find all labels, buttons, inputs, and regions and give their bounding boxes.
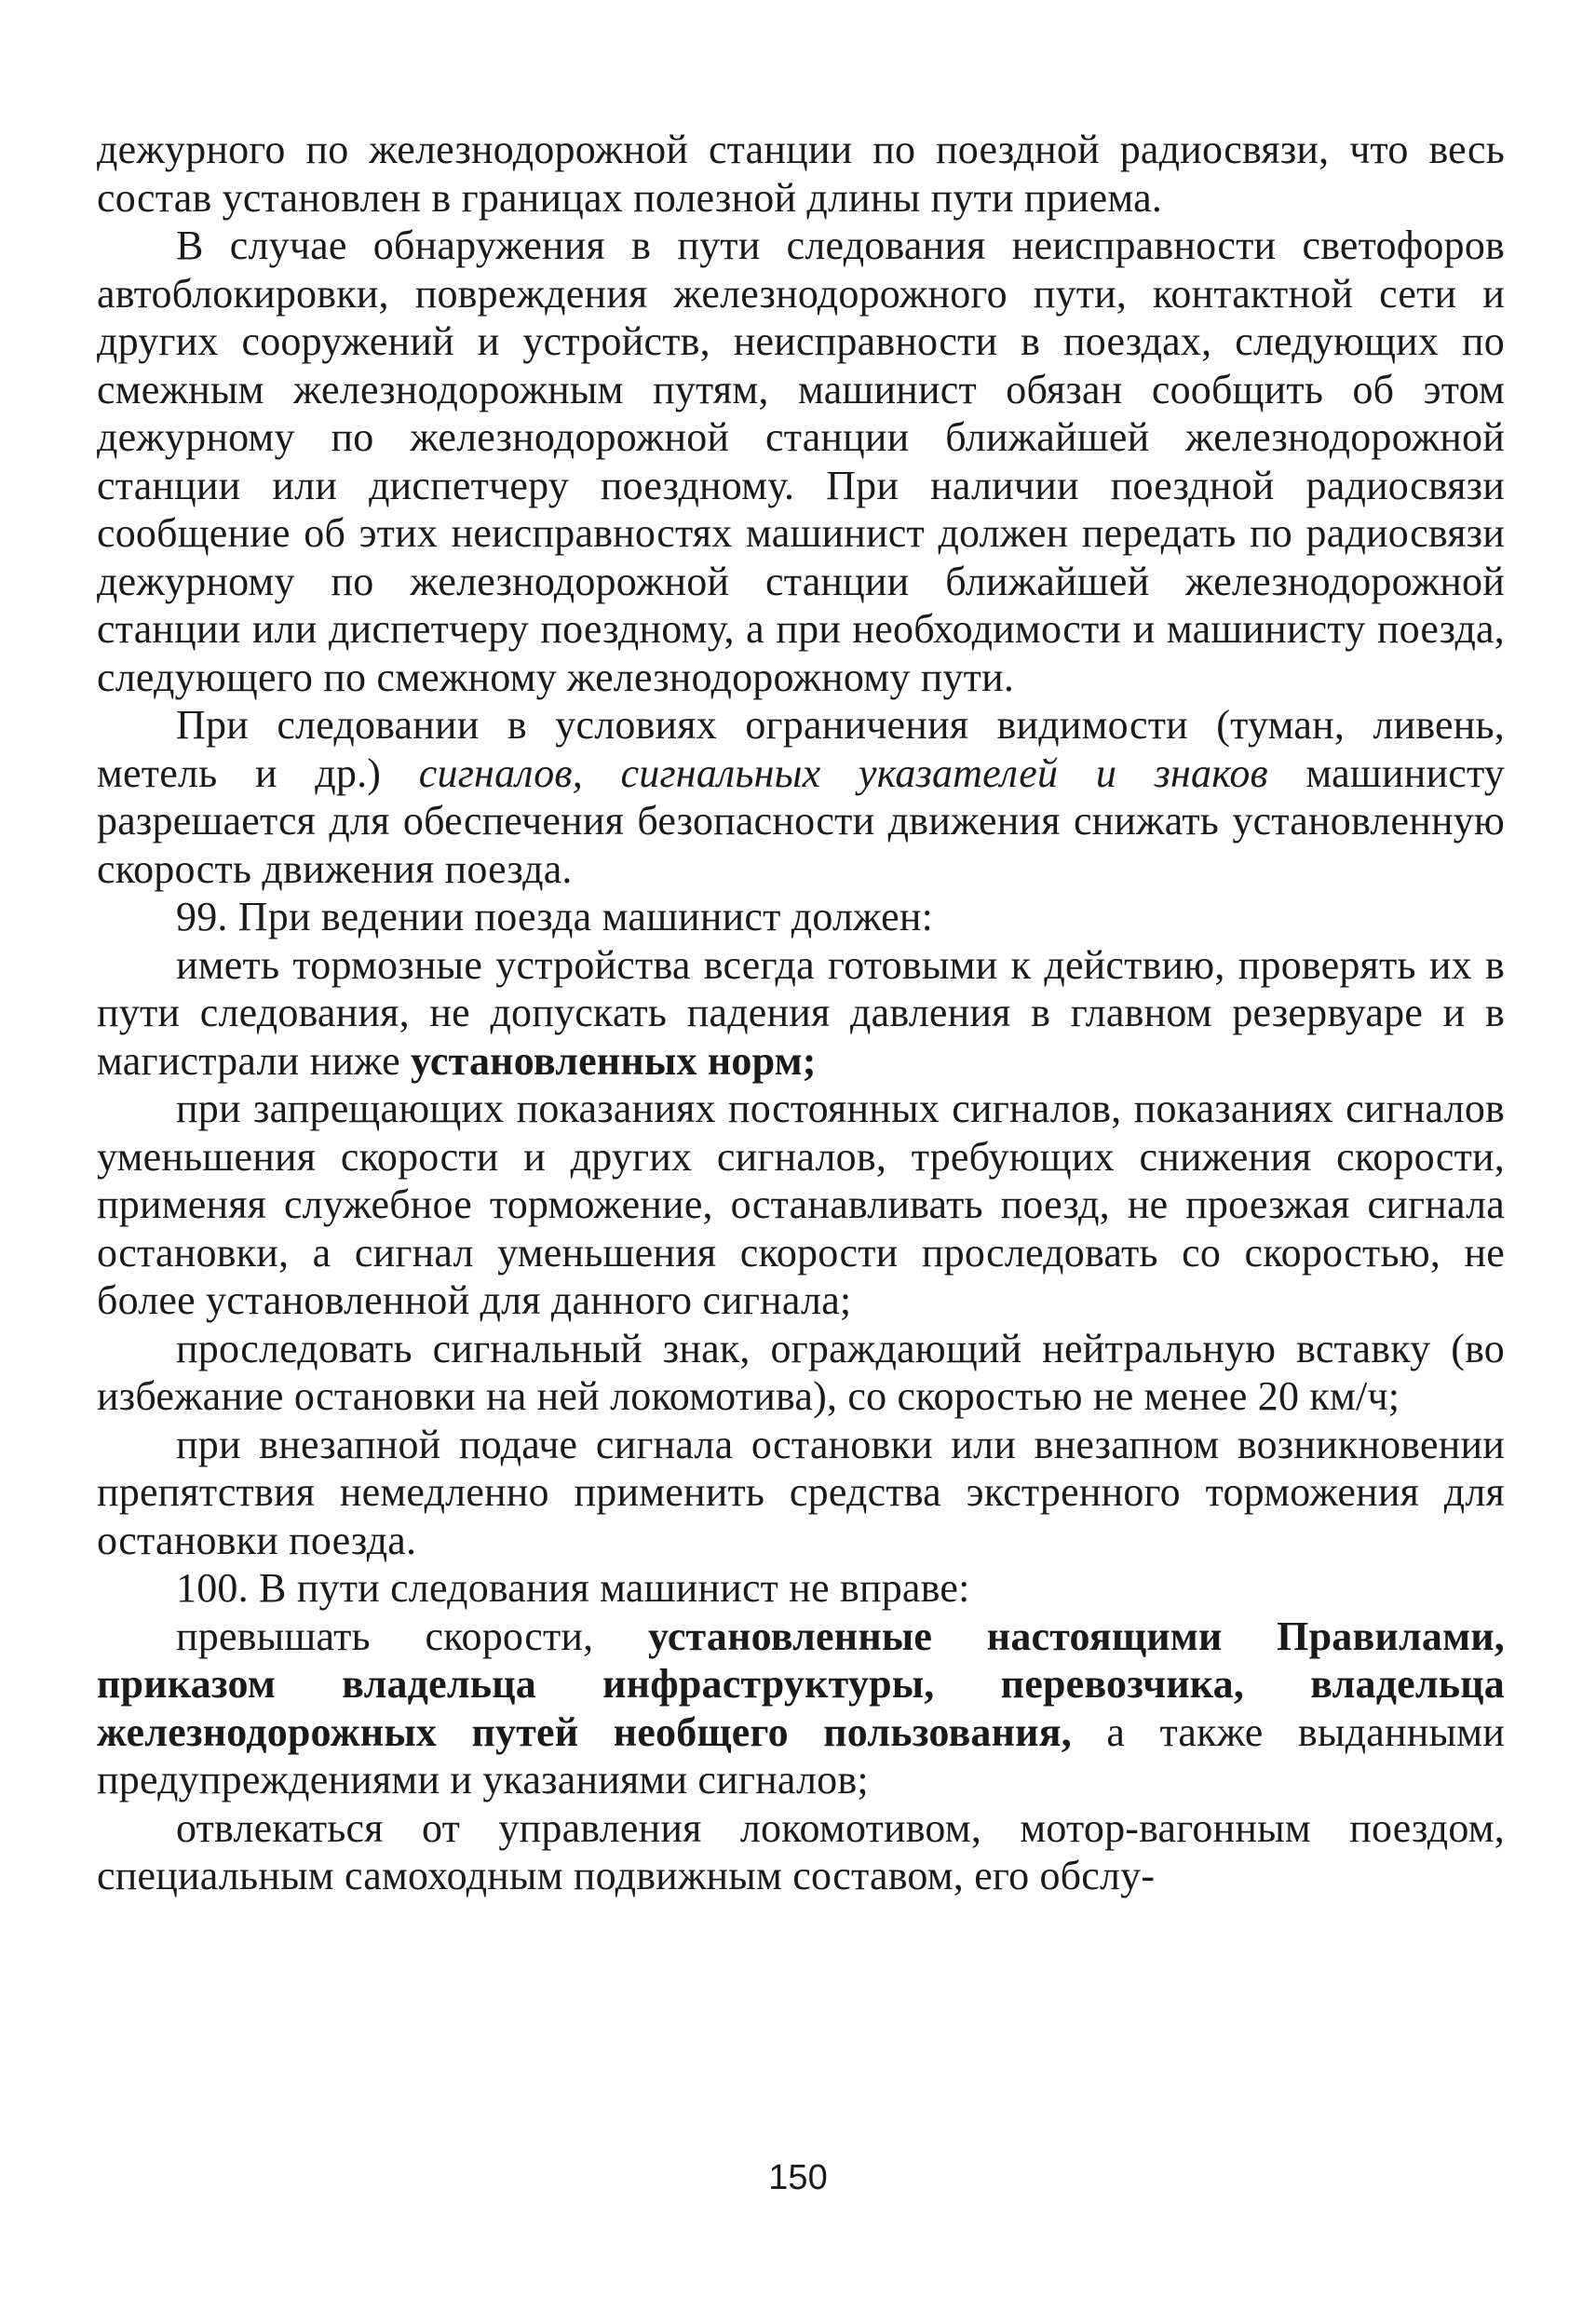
paragraph-9-run-1: 100. В пути следования машинист не вправе: (176, 1565, 970, 1611)
paragraph-3 (97, 701, 1505, 893)
paragraph-2 (97, 222, 1505, 701)
paragraph-10-run-2-bold: установленные настоящими Правилами, приказом владельца инфраструктуры, перевозчика, владельца железнодорожных путей необщего пользования, (97, 1613, 1505, 1755)
paragraph-11 (97, 1804, 1505, 1900)
paragraph-10-run-1: превышать скорости, (176, 1613, 648, 1659)
paragraph-5-run-2-bold: установленных норм; (411, 1037, 817, 1084)
paragraph-3-run-2-italic: сигналов, сигнальных указателей и знаков (418, 749, 1268, 796)
paragraph-8 (97, 1421, 1505, 1565)
paragraph-3-run-3: машинисту разрешается для обеспечения безопасности движения снижать установленную скорость движения поезда. (97, 749, 1506, 892)
paragraph-8-run-1: при внезапной подаче сигнала остановки или внезапном возникновении препятствия немедленно применить средства экстренного торможения для остановки поезда. (97, 1421, 1505, 1563)
paragraph-1 (97, 126, 1505, 222)
paragraph-7-run-1: проследовать сигнальный знак, ограждающий нейтральную вставку (во избежание остановки на ней локомотива), со скоростью не менее 20 км/ч; (97, 1325, 1505, 1419)
document-body (97, 126, 1505, 1900)
paragraph-10-run-3: а также выданными предупреждениями и указаниями сигналов; (97, 1708, 1505, 1803)
page-number: 150 (768, 2158, 828, 2197)
paragraph-7 (97, 1325, 1505, 1421)
paragraph-11-run-1: отвлекаться от управления локомотивом, мотор-вагонным поездом, специальным самоходным подвижным составом, его обслу- (97, 1804, 1505, 1898)
paragraph-3-run-1: При следовании в условиях ограничения видимости (туман, ливень, метель и др.) (97, 702, 1505, 796)
paragraph-1-run-1: дежурного по железнодорожной станции по поездной радиосвязи, что весь состав установлен в границах полезной длины пути приема. (97, 127, 1505, 221)
paragraph-6 (97, 1085, 1505, 1325)
paragraph-4 (97, 893, 1505, 941)
paragraph-5-run-1: иметь тормозные устройства всегда готовыми к действию, проверять их в пути следования, не допускать падения давления в главном резервуаре и в магистрали ниже (97, 941, 1505, 1084)
paragraph-6-run-1: при запрещающих показаниях постоянных сигналов, показаниях сигналов уменьшения скорости и других сигналов, требующих снижения скорости, применяя служебное торможение, останавливать поезд, не проезжая сигнала остановки, а сигнал уменьшения скорости проследовать со скоростью, не более установленной для данного сигнала; (97, 1086, 1505, 1323)
paragraph-9 (97, 1564, 1505, 1613)
paragraph-2-run-1: В случае обнаружения в пути следования неисправности светофоров автоблокировки, повреждения железнодорожного пути, контактной сети и других сооружений и устройств, неисправности в поездах, следующих по смежным железнодорожным путям, машинист обязан сообщить об этом дежурному по железнодорожной станции ближайшей железнодорожной станции или диспетчеру поездному. При наличии поездной радиосвязи сообщение об этих неисправностях машинист должен передать по радиосвязи дежурному по железнодорожной станции ближайшей железнодорожной станции или диспетчеру поездному, а при необходимости и машинисту поезда, следующего по смежному железнодорожному пути. (97, 223, 1505, 700)
paragraph-10 (97, 1613, 1505, 1804)
paragraph-4-run-1: 99. При ведении поезда машинист должен: (176, 894, 934, 939)
paragraph-5 (97, 941, 1505, 1086)
